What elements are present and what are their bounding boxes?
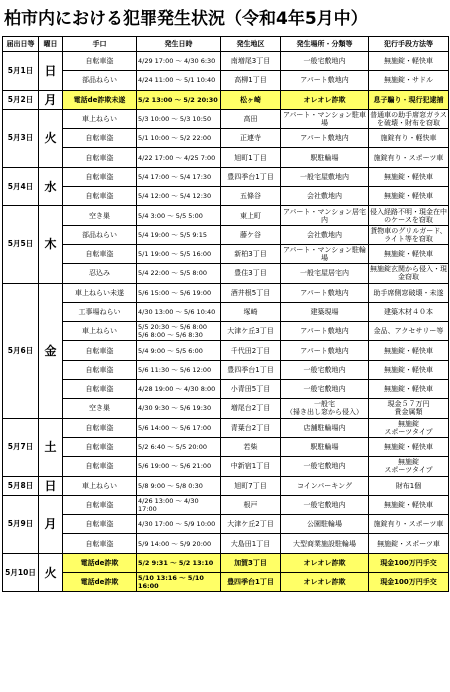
datetime-cell: 5/4 19:00 ～ 5/5 9:15 bbox=[137, 225, 221, 244]
table-row bbox=[3, 476, 449, 495]
location-cell: 建築現場 bbox=[281, 302, 369, 321]
district-cell: 新柏3丁目 bbox=[221, 244, 281, 263]
means-cell: 侵入経路不明・現金在中のケースを窃取 bbox=[370, 207, 447, 224]
location-cell: 駅駐輪場 bbox=[281, 437, 369, 456]
table-row bbox=[3, 264, 449, 283]
datetime-cell: 4/26 13:00 ～ 4/30 17:00 bbox=[137, 495, 221, 514]
table-row bbox=[3, 302, 449, 321]
table-row bbox=[3, 457, 449, 476]
report-date-cell: 5月1日 bbox=[3, 52, 39, 91]
means-cell: 無施錠 スポーツタイプ bbox=[369, 418, 449, 437]
datetime-cell: 5/2 13:00 ～ 5/2 20:30 bbox=[137, 90, 221, 109]
location-cell: 店舗駐輪場内 bbox=[281, 418, 369, 437]
means-cell: 現金100万円手交 bbox=[369, 553, 449, 572]
location-cell: 一般宅敷地内 bbox=[281, 360, 369, 379]
means-cell: 無施錠・サドル bbox=[369, 71, 449, 90]
table-row bbox=[3, 534, 449, 553]
method-cell: 自転車盗 bbox=[63, 437, 137, 456]
location-cell: アパート・マンション駐輪場 bbox=[281, 244, 369, 263]
table-row bbox=[3, 206, 449, 225]
header-district: 発生地区 bbox=[221, 37, 281, 52]
header-report-date: 届出日等 bbox=[3, 37, 39, 52]
means-cell: 無施錠・軽快車 bbox=[369, 495, 449, 514]
means-cell: 現金100万円手交 bbox=[369, 573, 449, 592]
location-cell: 駅駐輪場 bbox=[281, 148, 369, 167]
report-date-cell: 5月10日 bbox=[3, 553, 39, 592]
method-cell: 忍込み bbox=[63, 264, 137, 283]
weekday-cell: 日 bbox=[39, 476, 63, 495]
means-cell: 施錠有り・スポーツ車 bbox=[369, 148, 449, 167]
datetime-cell: 5/6 15:00 ～ 5/6 19:00 bbox=[137, 283, 221, 302]
datetime-cell: 5/4 9:00 ～ 5/5 6:00 bbox=[137, 341, 221, 360]
location-cell: 会社敷地内 bbox=[281, 187, 369, 206]
datetime-cell: 4/29 17:00 ～ 4/30 6:30 bbox=[137, 52, 221, 71]
weekday-cell: 水 bbox=[39, 167, 63, 206]
method-cell: 自転車盗 bbox=[63, 457, 137, 476]
method-cell: 自転車盗 bbox=[63, 52, 137, 71]
report-date-cell: 5月6日 bbox=[3, 283, 39, 418]
method-cell: 自転車盗 bbox=[63, 360, 137, 379]
means-cell: 無施錠・軽快車 bbox=[369, 52, 449, 71]
means-cell: 金品、アクセサリー等 bbox=[369, 322, 449, 341]
means-cell: 財布1個 bbox=[369, 476, 449, 495]
table-row bbox=[3, 360, 449, 379]
district-cell: 中新宿1丁目 bbox=[221, 457, 281, 476]
means-cell: 無施錠・軽快車 bbox=[369, 244, 449, 263]
district-cell: 松ヶ崎 bbox=[221, 90, 281, 109]
district-cell: 加賀3丁目 bbox=[221, 553, 281, 572]
method-cell: 空き巣 bbox=[63, 399, 137, 418]
datetime-cell: 5/6 11:30 ～ 5/6 12:00 bbox=[137, 360, 221, 379]
location-cell: 一般宅敷地内 bbox=[281, 495, 369, 514]
weekday-cell: 日 bbox=[39, 52, 63, 91]
datetime-cell: 5/6 14:00 ～ 5/6 17:00 bbox=[137, 418, 221, 437]
crime-table bbox=[2, 36, 449, 592]
means-cell: 施錠有り・軽快車 bbox=[369, 129, 449, 148]
district-cell: 青葉台2丁目 bbox=[221, 418, 281, 437]
location-cell: 公園駐輪場 bbox=[281, 515, 369, 534]
datetime-cell: 5/8 9:00 ～ 5/8 0:30 bbox=[137, 476, 221, 495]
method-cell: 自転車盗 bbox=[63, 380, 137, 399]
table-row bbox=[3, 553, 449, 572]
table-row bbox=[3, 573, 449, 592]
weekday-cell: 木 bbox=[39, 206, 63, 283]
means-cell: 普通車の助手席窓ガラスを破壊・財布を窃取 bbox=[370, 111, 447, 128]
method-cell: 自転車盗 bbox=[63, 418, 137, 437]
method-cell: 電話de詐欺未遂 bbox=[63, 90, 137, 109]
means-cell: 建築木材４０本 bbox=[369, 302, 449, 321]
table-row bbox=[3, 322, 449, 341]
table-row bbox=[3, 437, 449, 456]
table-row bbox=[3, 418, 449, 437]
district-cell: 大津ケ丘3丁目 bbox=[221, 322, 281, 341]
datetime-cell: 5/5 20:30 ～ 5/6 8:00 5/6 8:00 ～ 5/6 8:30 bbox=[137, 322, 221, 341]
district-cell: 高柳1丁目 bbox=[221, 71, 281, 90]
district-cell: 藤ケ谷 bbox=[221, 225, 281, 244]
datetime-cell: 5/4 3:00 ～ 5/5 5:00 bbox=[137, 206, 221, 225]
datetime-cell: 5/2 6:40 ～ 5/5 20:00 bbox=[137, 437, 221, 456]
header-means: 犯行手段方法等 bbox=[369, 37, 449, 52]
location-cell: アパート敷地内 bbox=[281, 283, 369, 302]
district-cell: 高田 bbox=[221, 109, 281, 128]
location-cell: アパート敷地内 bbox=[281, 129, 369, 148]
location-cell: コインパーキング bbox=[281, 476, 369, 495]
district-cell: 旭町1丁目 bbox=[221, 148, 281, 167]
district-cell: 豊四季台1丁目 bbox=[221, 167, 281, 186]
table-row bbox=[3, 167, 449, 186]
report-date-cell: 5月7日 bbox=[3, 418, 39, 476]
datetime-cell: 4/28 19:00 ～ 4/30 8:00 bbox=[137, 380, 221, 399]
table-row bbox=[3, 71, 449, 90]
datetime-cell: 4/30 13:00 ～ 5/6 10:40 bbox=[137, 302, 221, 321]
means-cell: 無施錠・軽快車 bbox=[369, 167, 449, 186]
means-cell: 貨物車のグリルガード、ライト等を窃取 bbox=[370, 226, 447, 243]
method-cell: 空き巣 bbox=[63, 206, 137, 225]
datetime-cell: 5/1 19:00 ～ 5/5 16:00 bbox=[137, 244, 221, 263]
method-cell: 電話de詐欺 bbox=[63, 573, 137, 592]
location-cell: 大型商業施設駐輪場 bbox=[281, 534, 369, 553]
report-date-cell: 5月9日 bbox=[3, 495, 39, 553]
method-cell: 自転車盗 bbox=[63, 341, 137, 360]
district-cell: 大島田1丁目 bbox=[221, 534, 281, 553]
table-row bbox=[3, 90, 449, 109]
means-cell: 無施錠・軽快車 bbox=[369, 187, 449, 206]
method-cell: 電話de詐欺 bbox=[63, 553, 137, 572]
report-date-cell: 5月2日 bbox=[3, 90, 39, 109]
means-cell: 現金５７万円 貴金属類 bbox=[369, 399, 449, 418]
report-date-cell: 5月3日 bbox=[3, 109, 39, 167]
district-cell: 豊四季台1丁目 bbox=[221, 360, 281, 379]
district-cell: 小青田5丁目 bbox=[221, 380, 281, 399]
district-cell: 増尾台2丁目 bbox=[221, 399, 281, 418]
table-row bbox=[3, 399, 449, 418]
location-cell: 一般宅屋敷地内 bbox=[281, 167, 369, 186]
means-cell: 施錠有り・スポーツ車 bbox=[369, 515, 449, 534]
method-cell: 車上ねらい bbox=[63, 322, 137, 341]
means-cell: 無施錠・軽快車 bbox=[369, 360, 449, 379]
table-row bbox=[3, 225, 449, 244]
weekday-cell: 金 bbox=[39, 283, 63, 418]
district-cell: 東上町 bbox=[221, 206, 281, 225]
method-cell: 自転車盗 bbox=[63, 129, 137, 148]
district-cell: 正連寺 bbox=[221, 129, 281, 148]
location-cell: オレオレ詐欺 bbox=[281, 90, 369, 109]
table-row bbox=[3, 244, 449, 263]
table-row bbox=[3, 129, 449, 148]
means-cell: 無施錠 スポーツタイプ bbox=[369, 457, 449, 476]
location-cell: アパート敷地内 bbox=[281, 322, 369, 341]
method-cell: 自転車盗 bbox=[63, 187, 137, 206]
method-cell: 車上ねらい bbox=[63, 476, 137, 495]
means-cell: 助手席側窓破壊・未遂 bbox=[369, 283, 449, 302]
table-row bbox=[3, 495, 449, 514]
table-row bbox=[3, 341, 449, 360]
method-cell: 工事場ねらい bbox=[63, 302, 137, 321]
table-row bbox=[3, 283, 449, 302]
means-cell: 無施錠・軽快車 bbox=[369, 380, 449, 399]
method-cell: 自転車盗 bbox=[63, 167, 137, 186]
header-weekday: 曜日 bbox=[39, 37, 63, 52]
means-cell: 無施錠・軽快車 bbox=[369, 437, 449, 456]
weekday-cell: 土 bbox=[39, 418, 63, 476]
district-cell: 塚崎 bbox=[221, 302, 281, 321]
weekday-cell: 火 bbox=[39, 109, 63, 167]
method-cell: 自転車盗 bbox=[63, 495, 137, 514]
report-date-cell: 5月4日 bbox=[3, 167, 39, 206]
header-datetime: 発生日時 bbox=[137, 37, 221, 52]
location-cell: オレオレ詐欺 bbox=[281, 573, 369, 592]
location-cell: アパート・マンション居宅内 bbox=[281, 206, 369, 225]
district-cell: 酒井根5丁目 bbox=[221, 283, 281, 302]
datetime-cell: 5/1 10:00 ～ 5/2 22:00 bbox=[137, 129, 221, 148]
district-cell: 千代田2丁目 bbox=[221, 341, 281, 360]
datetime-cell: 5/2 9:31 ～ 5/2 13:10 bbox=[137, 553, 221, 572]
report-date-cell: 5月5日 bbox=[3, 206, 39, 283]
table-header-row bbox=[3, 37, 449, 52]
location-cell: アパート・マンション駐車場 bbox=[281, 109, 369, 128]
datetime-cell: 5/4 12:00 ～ 5/4 12:30 bbox=[137, 187, 221, 206]
location-cell: アパート敷地内 bbox=[281, 71, 369, 90]
location-cell: 一般宅 （掃き出し窓から侵入） bbox=[281, 399, 369, 418]
datetime-cell: 4/30 17:00 ～ 5/9 10:00 bbox=[137, 515, 221, 534]
method-cell: 自転車盗 bbox=[63, 148, 137, 167]
district-cell: 若柴 bbox=[221, 437, 281, 456]
page-title: 柏市内における犯罪発生状況（令和4年5月中） bbox=[4, 9, 368, 29]
means-cell: 息子騙り・現行犯逮捕 bbox=[369, 90, 449, 109]
datetime-cell: 5/10 13:16 ～ 5/10 16:00 bbox=[137, 573, 221, 592]
method-cell: 部品ねらい bbox=[63, 225, 137, 244]
header-location: 発生場所・分類等 bbox=[281, 37, 369, 52]
datetime-cell: 4/30 9:30 ～ 5/6 19:30 bbox=[137, 399, 221, 418]
location-cell: 一般宅屋居宅内 bbox=[281, 264, 369, 283]
datetime-cell: 4/22 17:00 ～ 4/25 7:00 bbox=[137, 148, 221, 167]
district-cell: 南増尾3丁目 bbox=[221, 52, 281, 71]
table-row bbox=[3, 515, 449, 534]
location-cell: 一般宅敷地内 bbox=[281, 52, 369, 71]
datetime-cell: 5/4 22:00 ～ 5/5 8:00 bbox=[137, 264, 221, 283]
district-cell: 大津ケ丘2丁目 bbox=[221, 515, 281, 534]
means-cell: 無施錠・軽快車 bbox=[369, 341, 449, 360]
datetime-cell: 4/24 11:00 ～ 5/1 10:40 bbox=[137, 71, 221, 90]
table-row bbox=[3, 187, 449, 206]
method-cell: 車上ねらい bbox=[63, 109, 137, 128]
district-cell: 根戸 bbox=[221, 495, 281, 514]
table-body bbox=[3, 52, 449, 592]
location-cell: オレオレ詐欺 bbox=[281, 553, 369, 572]
location-cell: 一般宅敷地内 bbox=[281, 457, 369, 476]
datetime-cell: 5/9 14:00 ～ 5/9 20:00 bbox=[137, 534, 221, 553]
method-cell: 自転車盗 bbox=[63, 515, 137, 534]
method-cell: 自転車盗 bbox=[63, 534, 137, 553]
weekday-cell: 火 bbox=[39, 553, 63, 592]
method-cell: 車上ねらい未遂 bbox=[63, 283, 137, 302]
means-cell: 無施錠・スポーツ車 bbox=[369, 534, 449, 553]
table-row bbox=[3, 52, 449, 71]
header-method: 手口 bbox=[63, 37, 137, 52]
report-date-cell: 5月8日 bbox=[3, 476, 39, 495]
location-cell: 一般宅敷地内 bbox=[281, 380, 369, 399]
location-cell: 会社敷地内 bbox=[281, 225, 369, 244]
table-row bbox=[3, 109, 449, 128]
method-cell: 部品ねらい bbox=[63, 71, 137, 90]
location-cell: アパート敷地内 bbox=[281, 341, 369, 360]
method-cell: 自転車盗 bbox=[63, 244, 137, 263]
district-cell: 豊四季台1丁目 bbox=[221, 573, 281, 592]
weekday-cell: 月 bbox=[39, 90, 63, 109]
district-cell: 豊住3丁目 bbox=[221, 264, 281, 283]
datetime-cell: 5/6 19:00 ～ 5/6 21:00 bbox=[137, 457, 221, 476]
district-cell: 五條谷 bbox=[221, 187, 281, 206]
table-row bbox=[3, 380, 449, 399]
table-row bbox=[3, 148, 449, 167]
means-cell: 無施錠玄関から侵入・現金窃取 bbox=[370, 265, 447, 282]
datetime-cell: 5/3 10:00 ～ 5/3 10:50 bbox=[137, 109, 221, 128]
district-cell: 旭町7丁目 bbox=[221, 476, 281, 495]
datetime-cell: 5/4 17:00 ～ 5/4 17:30 bbox=[137, 167, 221, 186]
weekday-cell: 月 bbox=[39, 495, 63, 553]
